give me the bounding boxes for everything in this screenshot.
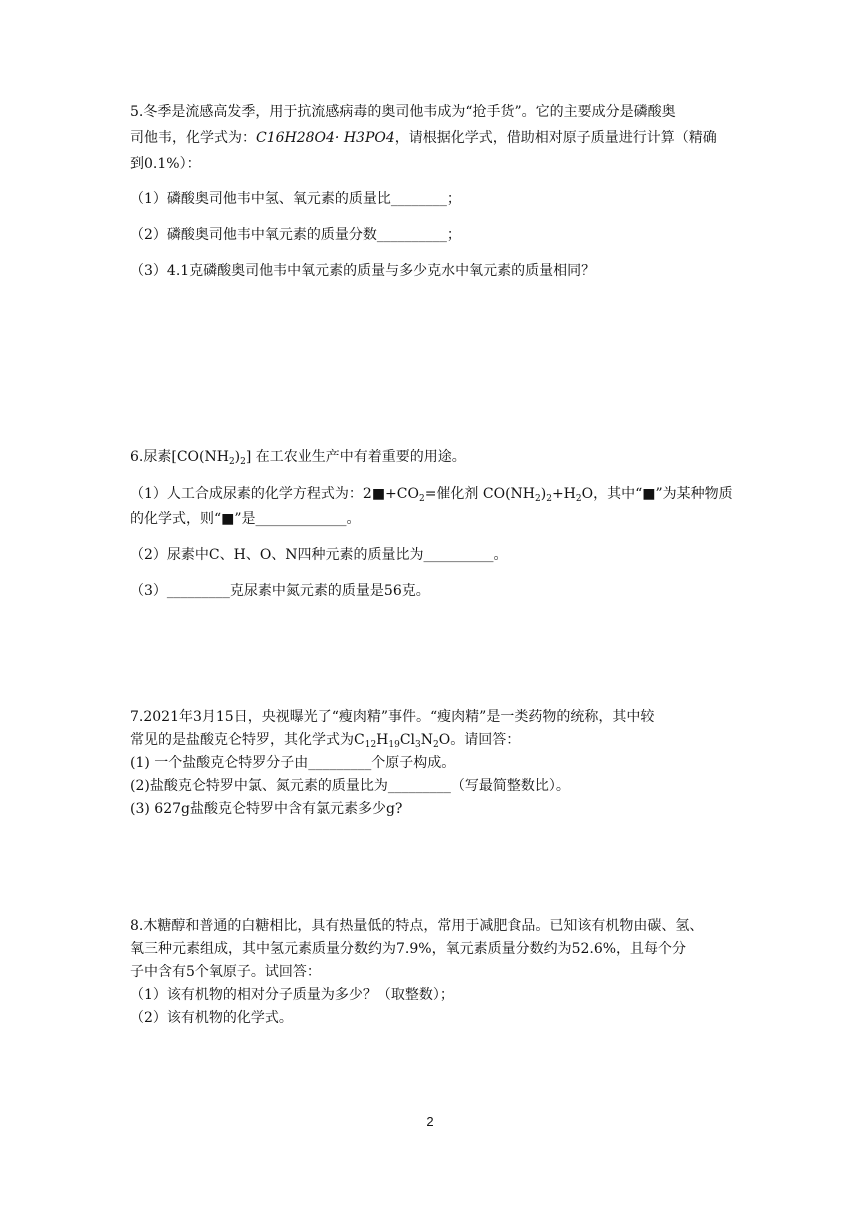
q7-l2-b: O。请回答：: [438, 732, 521, 748]
q6-p1-sub3: 2: [546, 494, 552, 504]
q6-part3: （3）_________克尿素中氮元素的质量是56克。: [130, 583, 430, 599]
q6-part1-line2: 的化学式，则“■”是_____________。: [130, 511, 361, 527]
q6-l1-a: 6.尿素[CO(NH: [130, 449, 229, 465]
q7-m2: Cl: [399, 732, 416, 748]
q7-line1: 7.2021年3月15日，央视曝光了“瘦肉精”事件。“瘦肉精”是一类药物的统称，其中较: [130, 709, 655, 725]
q6-part1: [130, 485, 733, 503]
q6-l1-sub2: 2: [240, 457, 246, 467]
q5-part2: （2）磷酸奥司他韦中氧元素的质量分数__________；: [130, 227, 461, 243]
q7-part2: (2)盐酸克仑特罗中氯、氮元素的质量比为_________（写最简整数比）。: [130, 778, 570, 794]
q6-p1-b: =催化剂 CO(NH: [424, 486, 535, 502]
q6-line1: [130, 448, 466, 466]
q7-sub3: 3: [415, 740, 421, 750]
q7-sub1: 12: [364, 740, 377, 750]
q5-line1: 5.冬季是流感高发季，用于抗流感病毒的奥司他韦成为“抢手货”。它的主要成分是磷酸奥: [130, 104, 676, 120]
q5-part3: （3）4.1克磷酸奥司他韦中氧元素的质量与多少克水中氧元素的质量相同？: [130, 263, 596, 279]
q6-p1-sub1: 2: [418, 494, 425, 504]
q5-line3: 到0.1%）：: [130, 156, 201, 172]
q5-line2-text-b: ，请根据化学式，借助相对原子质量进行计算（精确: [394, 130, 717, 146]
q8-line1: 8.木糖醇和普通的白糖相比，具有热量低的特点，常用于减肥食品。已知该有机物由碳、氢、: [130, 918, 704, 934]
q6-p1-sub4: 2: [575, 494, 582, 504]
q5-line2: [130, 129, 717, 147]
q6-p1-c: ): [540, 486, 547, 502]
q6-l1-c: ] 在工农业生产中有着重要的用途。: [245, 449, 466, 465]
q6-p1-a: （1）人工合成尿素的化学方程式为：2■+CO: [130, 486, 419, 502]
q5-line2-text: 司他韦，化学式为：: [130, 130, 256, 146]
q7-sub4: 2: [433, 740, 439, 750]
q6-l1-b: ): [234, 449, 241, 465]
q7-part1: (1) 一个盐酸克仑特罗分子由_________个原子构成。: [130, 755, 456, 771]
q6-p1-d: +H: [551, 486, 576, 502]
q5-formula: C16H28O4· H3PO4: [256, 130, 395, 146]
q8-line3: 子中含有5个氧原子。试回答：: [130, 964, 321, 980]
q7-m1: H: [376, 732, 389, 748]
q7-sub2: 19: [388, 740, 400, 750]
q6-p1-sub2: 2: [535, 494, 541, 504]
q5-part1: （1）磷酸奥司他韦中氢、氧元素的质量比________；: [130, 191, 461, 207]
q8-line2: 氧三种元素组成，其中氢元素质量分数约为7.9%，氧元素质量分数约为52.6%，且每个分: [130, 941, 687, 957]
q8-part2: （2）该有机物的化学式。: [130, 1010, 293, 1026]
q6-p1-e: O，其中“■”为某种物质: [581, 486, 733, 502]
q7-line2: [130, 731, 520, 749]
q7-l2-a: 常见的是盐酸克仑特罗，其化学式为C: [130, 732, 365, 748]
q7-part3: (3) 627g盐酸克仑特罗中含有氯元素多少g?: [130, 801, 403, 817]
q6-l1-sub1: 2: [228, 457, 235, 467]
q8-part1: （1）该有机物的相对分子质量为多少？（取整数）；: [130, 987, 454, 1003]
q7-m3: N: [420, 732, 434, 748]
q6-part2: （2）尿素中C、H、O、N四种元素的质量比为__________。: [130, 547, 508, 563]
page-number: 2: [426, 1114, 434, 1129]
